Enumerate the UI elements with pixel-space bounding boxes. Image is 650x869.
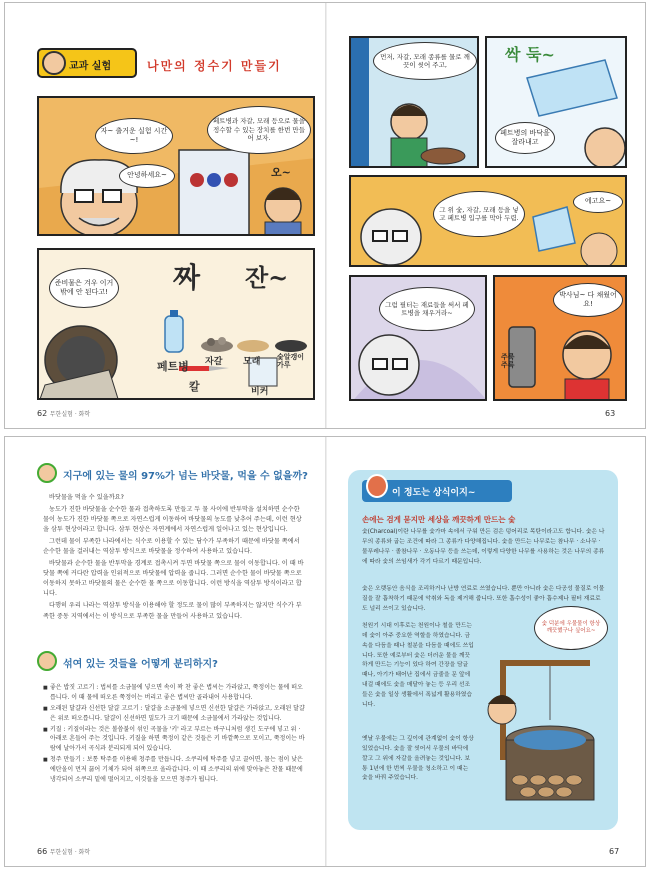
trivia-banner (362, 480, 512, 502)
comic-panel-6 (349, 275, 487, 401)
speech-bubble-fill-layers: 그 위 숯, 자갈, 모래 등을 넣고 페트병 입구를 막아 두렴. (433, 191, 525, 237)
comic-panel-3 (349, 36, 479, 168)
q1-paragraph: 바닷물과 순수한 물을 반투막을 경계로 접촉시켜 두면 바닷물 쪽으로 물이 이동합니다. 이 때 바닷물 쪽에 커다란 압력을 인위적으로 바닷물에 압력을 줍니다. 그러면 순수한 물이 바닷물 쪽으로 이동하지 못하고 바닷물의 물은 순수한 물 쪽으로 이동합니다. 이런 방식을 역삼투 방식이라고 합니다. (43, 560, 304, 598)
q1-paragraph: 농도가 진한 바닷물을 순수한 물과 접촉하도록 만들고 두 물 사이에 반투막을 설치하면 순수한 물이 농도가 진한 바닷물 쪽으로 자연스럽게 이동하여 바닷물의 농도를 낮추어 주는데, 이런 현상을 삼투 현상이라고 합니다. 삼투 현상은 자연계에서 자연스럽게 일어나고 있는 현상입니다. (43, 506, 302, 534)
trivia-paragraph-2: 숯은 오랫동안 음식을 조리하거나 난방 연료로 쓰였습니다. 뿐만 아니라 숯은 다공성 물질로 이물질을 잘 흡착하기 때문에 악취와 독을 제거해 줍니다. 또한 흡수성이 좋아 흡수제나 필터 재료로도 널리 쓰이고 있습니다. (362, 586, 605, 612)
speech-bubble-cut-bottom: 페트병의 바닥을 잘라내고 (495, 122, 555, 154)
item-label-gravel: 자갈 (205, 357, 223, 367)
speech-bubble-pour: 그럼 필터는 재료들을 써서 페트병을 채우거라~ (379, 287, 475, 331)
lesson-title: 나만의 정수기 만들기 (147, 59, 282, 73)
q1-paragraph: 그런데 물이 부족한 나라에서는 식수로 이용할 수 있는 담수가 부족하기 때문에 바닷물 쪽에서 순수한 물을 걸러내는 역삼투 방식으로 바닷물을 정수하여 사용하고 있습니다. (43, 538, 300, 556)
page-number-right-bottom: 67 (609, 847, 620, 856)
question-1-body (43, 493, 305, 624)
trivia-paragraph-4: 옛날 우물에는 그 깊이에 관계없이 숯이 항상 있었습니다. 숯을 잘 씻어서 우물의 바닥에 깔고 그 위에 자갈을 올려놓는 것입니다. 보통 1년에 한 번씩 우물을 청소하고 이 때는 숯을 바꿔 주었습니다. (362, 736, 474, 782)
speech-bubble-ego: 에고요~ (573, 191, 623, 213)
trivia-character-icon (366, 474, 388, 498)
page-gutter (325, 3, 327, 428)
list-item: ■ 오래된 달걀과 신선한 달걀 고르기 : 달걀을 소금물에 넣으면 신선한 달걀은 가라앉고, 오래된 달걀은 위로 떠오릅니다. 달걀이 신선하면 밀도가 크기 때문에 소금물에서 가라앉는 것입니다. (43, 704, 305, 724)
page-number-left-bottom: 66 무한실험 · 화학 (37, 847, 91, 856)
sound-effect-jja: 짜 (173, 261, 201, 294)
question-character-icon (37, 463, 57, 483)
question-1-title: 지구에 있는 물의 97%가 넘는 바닷물, 먹을 수 없을까? (63, 471, 308, 482)
item-label-knife: 칼 (189, 380, 200, 393)
q1-paragraph: 바닷물을 먹을 수 있을까요? (49, 494, 124, 501)
question-2-list (43, 683, 305, 786)
trivia-paragraph-3: 천원기 시대 이후로는 천원이나 철을 만드는 데 숯이 아주 중요한 역할을 하였습니다. 금속을 다듬을 때나 철분을 다듬을 때에도 쓰입니다. 또한 예로부터 숯은 더러운 물을 깨끗하게 만드는 기능이 있다 하여 간장을 담글 때나, 아기가 태어난 집에서 금줄을 문 앞에 내걸 때에도 숯을 매달아 놓는 등 우리 선조들은 숯을 일상 생활에서 폭넓게 활용하였습니다. (362, 623, 474, 708)
question-2-title: 섞여 있는 것들을 어떻게 분리하지? (63, 659, 218, 670)
page-gutter-bottom (325, 437, 327, 866)
speech-bubble-done: 박사님~ 다 채웠어요! (553, 283, 623, 317)
sound-effect-oh: 오~ (271, 166, 291, 179)
list-item: ■ 청주 만들기 : 보통 탁주를 이용해 청주를 만듭니다. 소쿠리에 탁주를 넣고 끌어면, 물는 점이 낮은 에탄올이 먼저 끓어 기체가 되어 위쪽으로 올라갑니다. 이 때 소쿠리의 위에 맞아놓은 찬물 때문에 냉각되어 소쿠리 밑에 떨어지고, 이것들을 모으면 청주가 됩니다. (43, 755, 305, 785)
item-label-sand: 모래 (243, 357, 261, 367)
page-number-right-top: 63 (605, 409, 616, 418)
badge-label: 교과 실험 (69, 61, 112, 72)
item-label-beaker: 비커 (251, 387, 269, 397)
sound-effect-snip: 싹 둑~ (505, 45, 555, 64)
comic-panel-1 (37, 96, 315, 236)
list-item: ■ 좋은 밥짓 고르기 : 법씨를 소금물에 넣으면 속이 꽉 찬 좋은 볍씨는 가라앉고, 쭉정이는 물에 떠오릅니다. 이 때 물에 떠오른 쭉정이는 버리고 좋은 볍씨만 골라내어 사용합니다. (43, 683, 305, 703)
item-label-bottle: 페트병 (157, 360, 189, 373)
speech-bubble-wash: 먼저, 자갈, 모래 종류를 물로 깨끗이 씻어 주고, (373, 42, 477, 80)
item-label-charcoal: 숯알갱이 가루 (277, 353, 305, 369)
question-character-icon (37, 651, 57, 671)
lesson-badge (37, 48, 137, 78)
list-item: ■ 키질 : 키질이라는 것은 볼씀불이 섞인 곡물을 '키' 라고 부르는 바구니처럼 생긴 도구에 넣고 위 · 아래로 흔들어 주는 것입니다. 키질을 하면 쭉정이 같은 것들은 키 바깥쪽으로 모이고, 쭉정이는 바람에 날아가서 곡식과 분리되게 되어 있습니다. (43, 725, 305, 755)
trivia-box (348, 470, 618, 830)
comic-panel-7 (493, 275, 627, 401)
sound-effect-jan: 잔~ (245, 263, 289, 292)
well-illustration (480, 630, 610, 810)
professor-face-icon (42, 51, 66, 75)
comic-spread (4, 2, 646, 429)
speech-bubble-teacher: 자~ 출거운 실험 시간~! (95, 118, 173, 154)
page-number-left-top: 62 무한실험 · 화학 (37, 409, 91, 418)
sound-effect-pour: 주룩 주륵 (501, 353, 515, 370)
speech-bubble-supplies: 준비물은 겨우 이거밖에 안 된다고! (49, 268, 119, 308)
trivia-paragraph-1: 숯(Charcoal)이란 나무를 숯가마 속에서 구워 만든 검은 덩어리로 목탄이라고도 합니다. 숯은 나무의 종류와 굽는 조건에 따라 그 종류가 다양해집니다. 숯을 만드는 나무로는 참나무 · 소나무 · 물푸레나무 · 졸참나무 · 오동나무 등을 쓰는데, 이렇게 다양한 나무를 사용하는 것은 나무의 종류에 따라 숯의 쓰임새가 각기 다르기 때문입니다. (362, 529, 605, 565)
speech-bubble-well: 숯 덕분에 우물물이 항상 깨끗했구나 싶어요~ (534, 606, 608, 650)
comic-panel-5 (349, 175, 627, 267)
q1-paragraph: 다행히 우리 나라는 역삼투 방식을 이용해야 할 정도로 물이 많이 부족하지는 않지만 식수가 부족한 중동 지역에서는 이 방식으로 부족한 물을 만들어 사용하고 있습니다. (43, 602, 302, 620)
comic-panel-4 (485, 36, 627, 168)
comic-panel-2 (37, 248, 315, 400)
speech-bubble-kid: 안녕하세요~ (119, 164, 175, 188)
speech-bubble-explain: 페트병과 자갈, 모래 등으로 물을 정수할 수 있는 장치를 한번 만들어 보자. (207, 106, 311, 154)
trivia-title: 이 정도는 상식이지~ (392, 488, 476, 498)
trivia-subtitle: 손에는 검게 묻지만 세상을 깨끗하게 만드는 숯 (362, 515, 516, 524)
